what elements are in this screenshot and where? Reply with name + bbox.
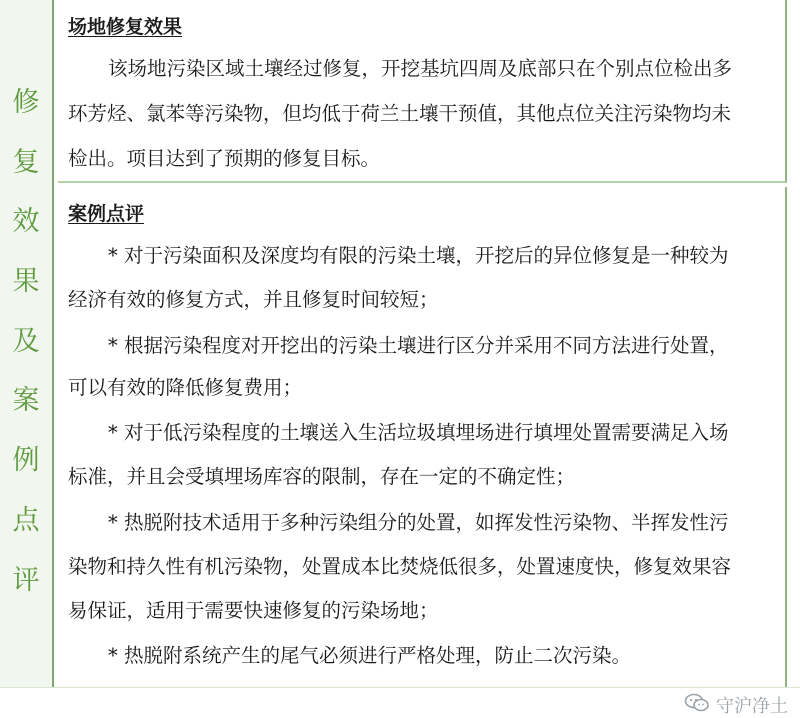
paragraph-line: 染物和持久性有机污染物，处置成本比焚烧低很多，处置速度快，修复效果容: [68, 555, 732, 578]
sidebar-char: 及: [12, 326, 40, 357]
wechat-icon: [684, 693, 710, 718]
watermark-text: 守沪净土: [716, 696, 788, 717]
bullet-line: * 对于污染面积及深度均有限的污染土壤，开挖后的异位修复是一种较为: [108, 244, 729, 267]
section-remediation-effect: [58, 0, 787, 183]
paragraph-line: 环芳烃、氯苯等污染物，但均低于荷兰土壤干预值，其他点位关注污染物均未: [68, 102, 732, 125]
sidebar-char: 案: [12, 385, 40, 416]
paragraph-line: 检出。项目达到了预期的修复目标。: [68, 147, 381, 170]
bullet-line: * 对于低污染程度的土壤送入生活垃圾填埋场进行填埋处置需要满足入场: [108, 421, 729, 444]
paragraph-line: 标准，并且会受填埋场库容的限制，存在一定的不确定性；: [68, 465, 576, 488]
sidebar-char: 果: [12, 266, 40, 297]
bullet-line: * 热脱附系统产生的尾气必须进行严格处理，防止二次污染。: [108, 644, 631, 667]
paragraph-line: 经济有效的修复方式，并且修复时间较短；: [68, 288, 439, 311]
sidebar-char: 效: [12, 206, 40, 237]
section-case-review: [58, 187, 787, 687]
bullet-line: * 热脱附技术适用于多种污染组分的处置，如挥发性污染物、半挥发性污: [108, 511, 729, 534]
section-heading: 案例点评: [68, 203, 145, 225]
bullet-line: * 根据污染程度对开挖出的污染土壤进行区分并采用不同方法进行处置，: [108, 334, 729, 357]
paragraph-line: 该场地污染区域土壤经过修复，开挖基坑四周及底部只在个别点位检出多: [108, 57, 733, 80]
sidebar-char: 例: [12, 445, 40, 476]
sidebar-char: 复: [12, 147, 40, 178]
paragraph-line: 可以有效的降低修复费用；: [68, 376, 303, 399]
sidebar-char: 点: [12, 505, 40, 536]
sidebar-vertical-title: [0, 0, 54, 687]
sidebar-char: 修: [12, 87, 40, 118]
watermark: [684, 692, 788, 718]
sidebar-char: 评: [12, 565, 40, 596]
section-heading: 场地修复效果: [68, 16, 183, 38]
footer-bar: [0, 687, 800, 716]
paragraph-line: 易保证，适用于需要快速修复的污染场地；: [68, 599, 439, 622]
